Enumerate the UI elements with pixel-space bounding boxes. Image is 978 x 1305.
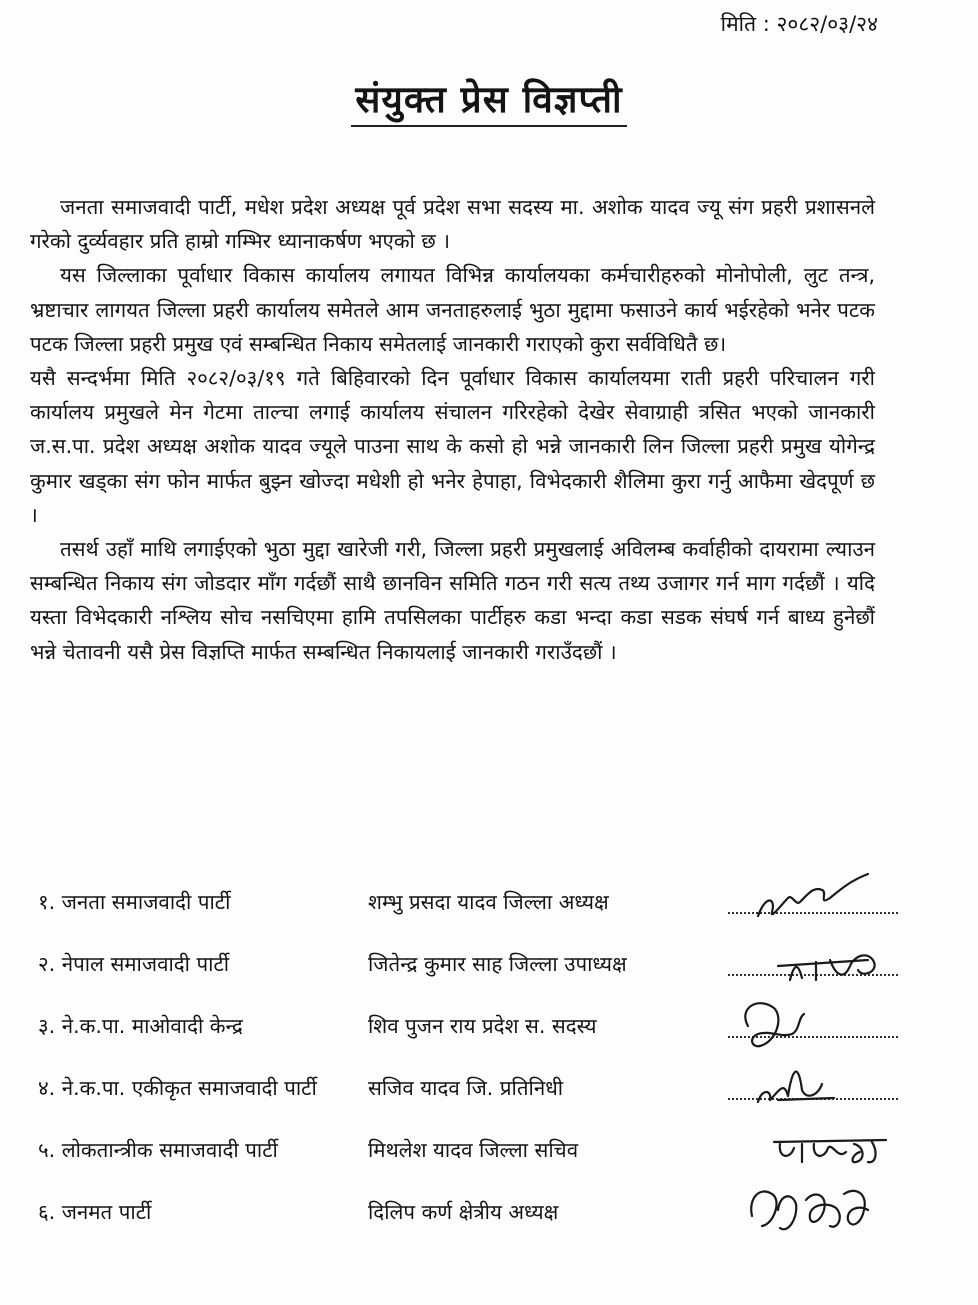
signatory-person: दिलिप कर्ण क्षेत्रीय अध्यक्ष bbox=[368, 1200, 559, 1224]
document-title bbox=[0, 72, 978, 123]
signatory-party: २. नेपाल समाजवादी पार्टी bbox=[38, 952, 230, 976]
signatories-list bbox=[28, 882, 908, 1254]
signatory-person: मिथलेश यादव जिल्ला सचिव bbox=[368, 1138, 579, 1162]
signatory-person: शिव पुजन राय प्रदेश स. सदस्य bbox=[368, 1014, 597, 1038]
paragraph-1: जनता समाजवादी पार्टी, मधेश प्रदेश अध्यक्ष पूर्व प्रदेश सभा सदस्य मा. अशोक यादव ज्यू संग प्रहरी प्रशासनले गरेको दुर्व्यवहार प्रति हाम्रो गम्भिर ध्यानाकर्षण भएको छ । bbox=[30, 195, 875, 254]
signatory-person: शम्भु प्रसदा यादव जिल्ला अध्यक्ष bbox=[368, 890, 609, 914]
paragraph-3: यसै सन्दर्भमा मिति २०८२/०३/१९ गते बिहिवारको दिन पूर्वाधार विकास कार्यालयमा राती प्रहरी परिचालन गरी कार्यालय प्रमुखले मेन गेटमा ताल्चा लगाई कार्यालय संचालन गरिरहेको देखेर सेवाग्राही त्रसित भएको जानकारी ज.स.पा. प्रदेश अध्यक्ष अशोक यादव ज्यूले पाउना साथ के कसो हो भन्ने जानकारी लिन जिल्ला प्रहरी प्रमुख योगेन्द्र कुमार खड्का संग फोन मार्फत बुझ्न खोज्दा मधेशी हो भनेर हेपाहा, विभेदकारी शैलिमा कुरा गर्नु आफैमा खेदपूर्ण छ । bbox=[30, 366, 875, 527]
paragraph-2: यस जिल्लाका पूर्वाधार विकास कार्यालय लगायत विभिन्न कार्यालयका कर्मचारीहरुको मोनोपोली, लुट तन्त्र, भ्रष्टाचार लागयत जिल्ला प्रहरी कार्यालय समेतले आम जनताहरुलाई भुठा मुद्दामा फसाउने कार्य भईरहेको भनेर पटक पटक जिल्ला प्रहरी प्रमुख एवं सम्बन्धित निकाय समेतलाई जानकारी गराएको कुरा सर्वविधितै छ। bbox=[30, 263, 875, 356]
signatory-row bbox=[28, 1192, 908, 1254]
signatory-person: जितेन्द्र कुमार साह जिल्ला उपाध्यक्ष bbox=[368, 952, 627, 976]
signatory-party: ३. ने.क.पा. माओवादी केन्द्र bbox=[38, 1014, 243, 1038]
signatory-party: ५. लोकतान्त्रीक समाजवादी पार्टी bbox=[38, 1138, 278, 1162]
document-body bbox=[30, 190, 875, 669]
document-title-text: संयुक्त प्रेस विज्ञप्ती bbox=[351, 78, 626, 127]
signatory-party: ६. जनमत पार्टी bbox=[38, 1200, 152, 1224]
signatory-party: १. जनता समाजवादी पार्टी bbox=[38, 890, 231, 914]
document-date: मिति : २०८२/०३/२४ bbox=[720, 12, 878, 36]
signatory-person: सजिव यादव जि. प्रतिनिधी bbox=[368, 1076, 564, 1100]
signatory-party: ४. ने.क.पा. एकीकृत समाजवादी पार्टी bbox=[38, 1076, 317, 1100]
paragraph-4: तसर्थ उहाँ माथि लगाईएको भुठा मुद्दा खारेजी गरी, जिल्ला प्रहरी प्रमुखलाई अविलम्ब कर्वाहीको दायरामा ल्याउन सम्बन्धित निकाय संग जोडदार माँग गर्दछौं साथै छानविन समिति गठन गरी सत्य तथ्य उजागर गर्न माग गर्दछौं । यदि यस्ता विभेदकारी नश्लिय सोच नसचिएमा हामि तपसिलका पार्टीहरु कडा भन्दा कडा सडक संघर्ष गर्न बाध्य हुनेछौं भन्ने चेतावनी यसै प्रेस विज्ञप्ति मार्फत सम्बन्धित निकायलाई जानकारी गराउँदछौं । bbox=[30, 537, 875, 664]
handwritten-signature bbox=[718, 1164, 908, 1244]
